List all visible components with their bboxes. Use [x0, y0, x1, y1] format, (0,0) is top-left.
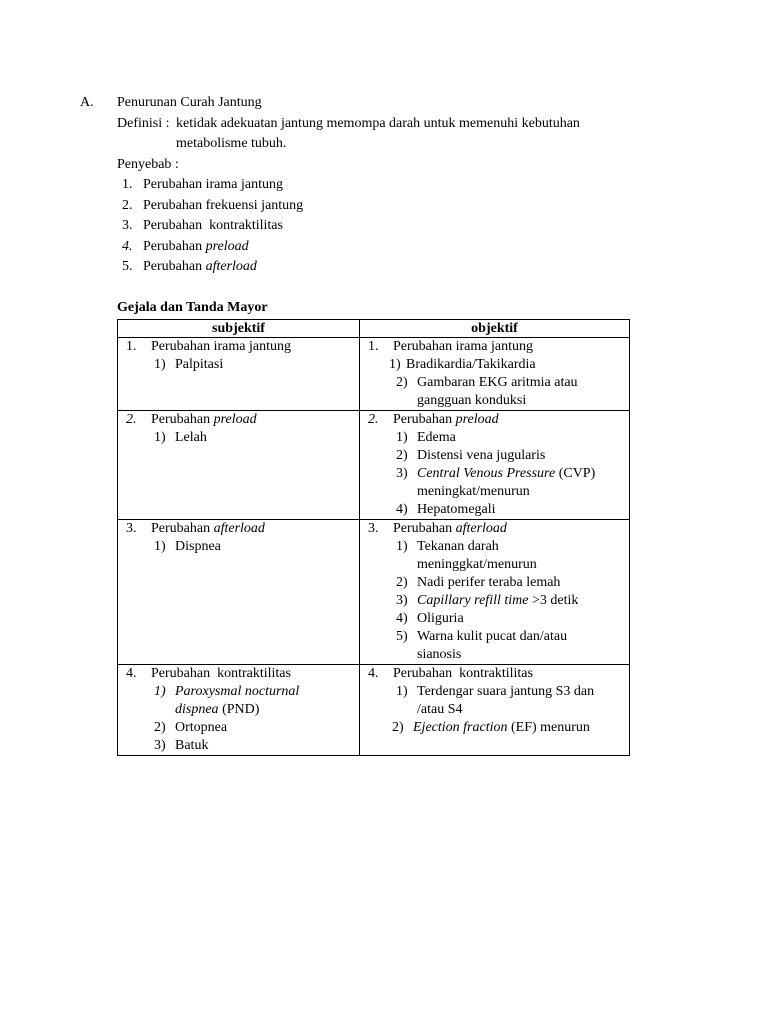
table-row: [118, 665, 630, 756]
sign-item: [396, 501, 627, 519]
sign-item: [396, 592, 627, 610]
sign-text: [417, 592, 578, 610]
objective-cell: [360, 520, 630, 665]
sign-number: 3): [154, 738, 166, 753]
cause-item: [122, 216, 640, 237]
sign-item: [389, 356, 627, 374]
section-heading: [80, 93, 640, 114]
category-text: Perubahan kontraktilitas: [151, 666, 291, 681]
sign-number: 1): [154, 357, 166, 372]
sign-text: Gambaran EKG aritmia atau gangguan konduksi: [417, 375, 578, 408]
category-text: [151, 411, 257, 429]
sign-number: 4): [396, 502, 408, 517]
category-term: afterload: [213, 521, 265, 536]
section-a: [80, 93, 640, 278]
sign-item: [396, 465, 627, 501]
sign-text: Edema: [417, 430, 456, 445]
cause-prefix: Perubahan: [143, 238, 206, 254]
section-title: Penurunan Curah Jantung: [117, 95, 262, 110]
sign-number: 5): [396, 629, 408, 644]
sign-term: Ejection fraction: [413, 720, 508, 735]
sign-text: [175, 683, 325, 719]
sign-item: [396, 447, 627, 465]
cause-text: Perubahan frekuensi jantung: [143, 197, 304, 213]
sign-item: [154, 719, 357, 737]
sign-number: 2): [154, 720, 166, 735]
cause-number: 3.: [122, 218, 133, 233]
category-number: 3.: [126, 521, 137, 536]
cause-number: 2.: [122, 197, 133, 213]
category-text: [393, 520, 507, 538]
category-text: Perubahan kontraktilitas: [393, 666, 533, 681]
subjective-cell: [118, 411, 360, 520]
category-heading: [368, 338, 627, 356]
category-heading: [126, 338, 357, 356]
sign-number: 2): [396, 575, 408, 590]
category-text: Perubahan irama jantung: [393, 339, 533, 354]
cause-number: 5.: [122, 259, 133, 274]
sign-text: [413, 719, 590, 737]
sign-item: [396, 610, 627, 628]
objective-cell: [360, 665, 630, 756]
category-heading: [126, 520, 357, 538]
sign-term: Central Venous Pressure: [417, 466, 556, 481]
sign-number: 1): [396, 430, 408, 445]
sign-number: 3): [396, 466, 408, 481]
sign-number: 4): [396, 611, 408, 626]
table-title: Gejala dan Tanda Mayor: [117, 300, 268, 315]
sign-text: Dispnea: [175, 539, 221, 554]
category-heading: [368, 665, 627, 683]
definition-text: ketidak adekuatan jantung memompa darah untuk memenuhi kebutuhan metabolisme tubuh.: [176, 115, 580, 151]
subjective-cell: [118, 665, 360, 756]
sign-item: [396, 374, 627, 410]
cause-number: 4.: [122, 238, 133, 254]
sign-suffix: (EF) menurun: [507, 720, 590, 735]
sign-number: 2): [396, 375, 408, 390]
sign-term: Capillary refill time: [417, 593, 529, 608]
sign-term: Paroxysmal nocturnal dispnea: [175, 684, 300, 717]
sign-text: Bradikardia/Takikardia: [406, 357, 536, 372]
sign-suffix: (CVP) meningkat/menurun: [417, 466, 596, 499]
cause-term: afterload: [205, 259, 257, 274]
category-prefix: Perubahan: [151, 521, 214, 536]
sign-text: Lelah: [175, 430, 207, 445]
sign-item: [154, 683, 357, 719]
sign-item: [154, 356, 357, 374]
cause-item: [122, 175, 640, 196]
table-row: [118, 520, 630, 665]
sign-text: Batuk: [175, 738, 209, 753]
section-letter: A.: [80, 95, 94, 110]
sign-item: [154, 538, 357, 556]
objective-cell: [360, 411, 630, 520]
header-subjective: subjektif: [118, 320, 360, 338]
sign-text: Warna kulit pucat dan/atau sianosis: [417, 629, 568, 662]
cause-item: [122, 196, 640, 217]
sign-item: [392, 719, 627, 737]
sign-item: [396, 628, 627, 664]
sign-item: [396, 538, 627, 574]
sign-text: Distensi vena jugularis: [417, 448, 546, 463]
category-term: preload: [455, 412, 499, 427]
cause-text: [143, 237, 249, 258]
category-prefix: Perubahan: [393, 412, 456, 427]
category-text: Perubahan irama jantung: [151, 339, 291, 354]
sign-text: Tekanan darah meninggkat/menurun: [417, 539, 537, 572]
sign-item: [396, 683, 627, 719]
sign-number: 1): [389, 357, 401, 372]
category-number: 1.: [126, 339, 137, 354]
category-heading: [126, 665, 357, 683]
header-objective: objektif: [360, 320, 630, 338]
sign-text: Nadi perifer teraba lemah: [417, 575, 561, 590]
definition: [117, 114, 640, 155]
sign-text: Ortopnea: [175, 720, 228, 735]
cause-prefix: Perubahan: [143, 259, 206, 274]
table-row: [118, 411, 630, 520]
sign-number: 1): [154, 430, 166, 445]
category-text: [151, 520, 265, 538]
sign-text: [417, 465, 627, 501]
category-prefix: Perubahan: [393, 521, 456, 536]
sign-text: Oliguria: [417, 611, 464, 626]
cause-number: 1.: [122, 177, 133, 192]
cause-text: [143, 257, 257, 278]
category-number: 1.: [368, 339, 379, 354]
definition-label: Definisi :: [117, 115, 170, 131]
objective-cell: [360, 338, 630, 411]
subjective-cell: [118, 520, 360, 665]
category-heading: [368, 520, 627, 538]
causes-label: Penyebab :: [117, 156, 179, 172]
category-number: 4.: [368, 666, 379, 681]
subjective-cell: [118, 338, 360, 411]
category-number: 4.: [126, 666, 137, 681]
cause-item: [122, 257, 640, 278]
sign-item: [154, 429, 357, 447]
category-prefix: Perubahan: [151, 412, 214, 427]
sign-text: Palpitasi: [175, 357, 224, 372]
sign-number: 2): [396, 448, 408, 463]
category-heading: [126, 411, 357, 429]
sign-number: 2): [392, 720, 404, 735]
sign-number: 1): [396, 684, 408, 699]
sign-item: [154, 737, 357, 755]
category-text: [393, 411, 499, 429]
category-term: afterload: [455, 521, 507, 536]
cause-item: [122, 237, 640, 258]
sign-number: 1): [396, 539, 408, 554]
sign-number: 3): [396, 593, 408, 608]
category-heading: [368, 411, 627, 429]
category-number: 2.: [368, 412, 379, 427]
cause-text: Perubahan irama jantung: [143, 177, 283, 192]
sign-number: 1): [154, 684, 166, 699]
sign-item: [396, 429, 627, 447]
table-header-row: [118, 320, 630, 338]
table-row: [118, 338, 630, 411]
sign-item: [396, 574, 627, 592]
category-number: 2.: [126, 412, 137, 427]
sign-suffix: >3 detik: [528, 593, 579, 608]
sign-number: 1): [154, 539, 166, 554]
signs-table: [117, 319, 630, 756]
cause-term: preload: [205, 238, 249, 254]
sign-text: Terdengar suara jantung S3 dan /atau S4: [417, 684, 595, 717]
sign-text: Hepatomegali: [417, 502, 496, 517]
sign-suffix: (PND): [218, 702, 260, 717]
causes-list: [122, 175, 640, 278]
category-number: 3.: [368, 521, 379, 536]
cause-text: Perubahan kontraktilitas: [143, 218, 283, 233]
category-term: preload: [213, 412, 257, 427]
